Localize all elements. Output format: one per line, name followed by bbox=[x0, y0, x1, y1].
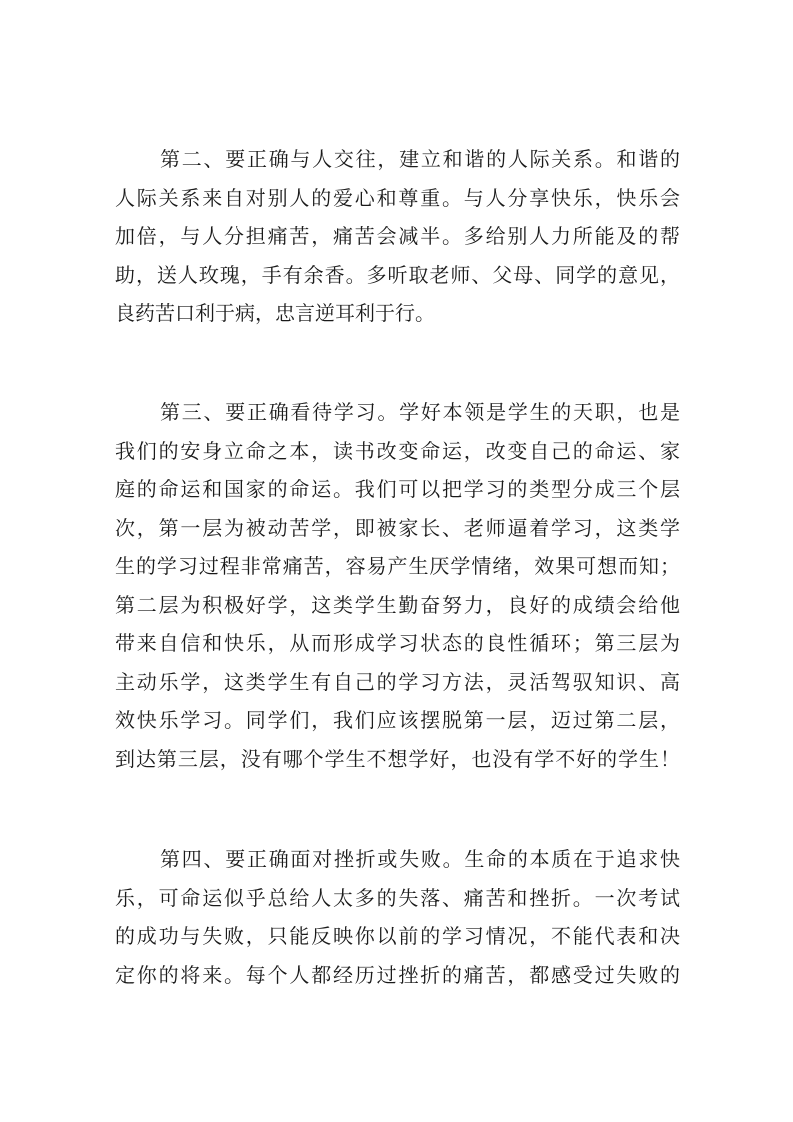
text-line: 第二层为积极好学，这类学生勤奋努力，良好的成绩会给他 bbox=[115, 592, 680, 617]
text-line: 人际关系来自对别人的爱心和尊重。与人分享快乐，快乐会 bbox=[115, 185, 680, 210]
text-line: 定你的将来。每个人都经历过挫折的痛苦，都感受过失败的 bbox=[115, 962, 680, 987]
paragraph-interpersonal bbox=[115, 140, 680, 333]
text-line: 主动乐学，这类学生有自己的学习方法，灵活驾驭知识、高 bbox=[115, 669, 680, 694]
text-line: 良药苦口利于病，忠言逆耳利于行。 bbox=[115, 301, 435, 325]
text-line: 第三、要正确看待学习。学好本领是学生的天职，也是 bbox=[160, 400, 680, 424]
text-line: 的成功与失败，只能反映你以前的学习情况，不能代表和决 bbox=[115, 924, 680, 948]
text-line: 第四、要正确面对挫折或失败。生命的本质在于追求快 bbox=[160, 847, 680, 871]
paragraph-setbacks bbox=[115, 840, 680, 994]
text-line: 生的学习过程非常痛苦，容易产生厌学情绪，效果可想而知； bbox=[115, 554, 680, 578]
text-line: 我们的安身立命之本，读书改变命运，改变自己的命运、家 bbox=[115, 438, 680, 463]
text-line: 助，送人玫瑰，手有余香。多听取老师、父母、同学的意见， bbox=[115, 262, 680, 287]
text-line: 加倍，与人分担痛苦，痛苦会减半。多给别人力所能及的帮 bbox=[115, 224, 680, 248]
text-line: 庭的命运和国家的命运。我们可以把学习的类型分成三个层 bbox=[115, 477, 680, 501]
paragraph-study bbox=[115, 393, 680, 778]
text-line: 效快乐学习。同学们，我们应该摆脱第一层，迈过第二层， bbox=[115, 708, 680, 732]
text-line: 带来自信和快乐，从而形成学习状态的良性循环；第三层为 bbox=[115, 631, 680, 655]
text-line: 第二、要正确与人交往，建立和谐的人际关系。和谐的 bbox=[160, 147, 680, 171]
text-line: 到达第三层，没有哪个学生不想学好，也没有学不好的学生！ bbox=[115, 746, 680, 771]
text-line: 乐，可命运似乎总给人太多的失落、痛苦和挫折。一次考试 bbox=[115, 885, 680, 910]
text-line: 次，第一层为被动苦学，即被家长、老师逼着学习，这类学 bbox=[115, 515, 680, 540]
